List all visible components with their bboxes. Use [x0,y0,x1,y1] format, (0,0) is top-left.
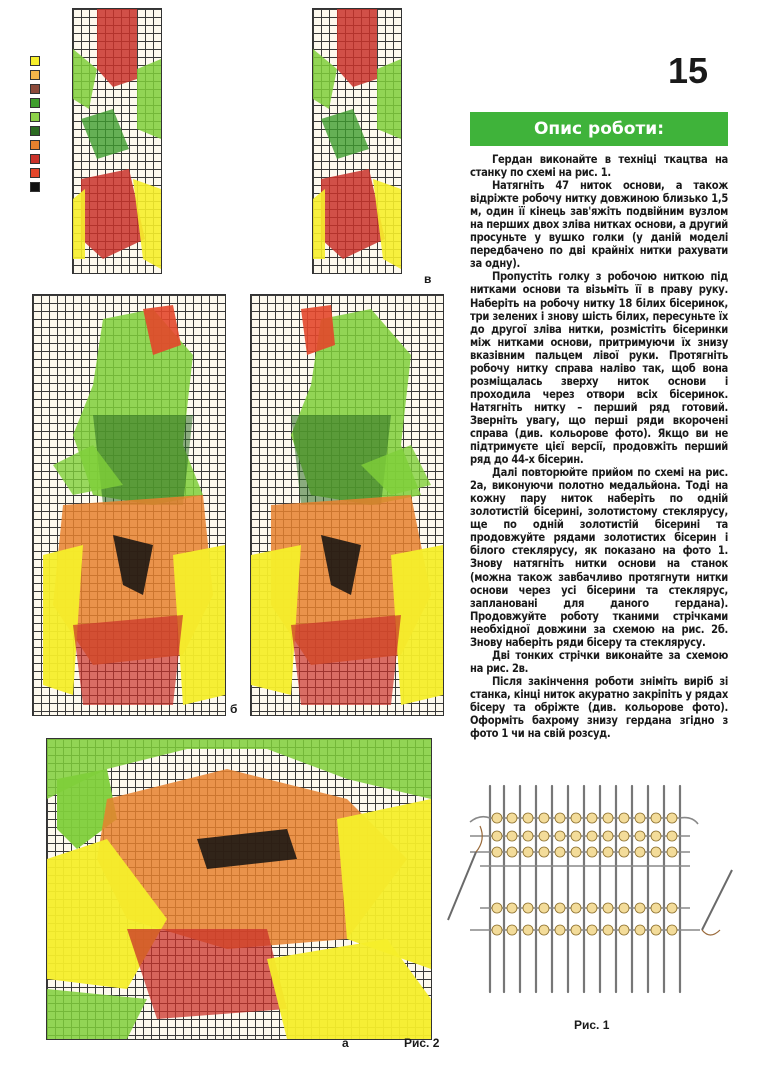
pattern-b-right [250,294,444,716]
label-v: в [424,272,432,286]
pattern-strip-right [312,8,402,274]
description-heading: Опис роботи: [470,112,728,146]
description-text [470,153,728,740]
dark-dot-icon [30,126,40,136]
paragraph-2: Натягніть 47 ниток основи, а також відріжте робочу нитку довжиною близько 1,5 м, один її кінець зав'яжіть подвійним вузлом на перших двох зліва нитках основи, а другий просуньте у вушко голки (у даній моделі передбачено по дві крайніх нитки рахувати за одну). [470,179,728,271]
figure-2-caption: Рис. 2 [404,1036,440,1050]
pattern-b-left [32,294,226,716]
orange-dot-icon [30,70,40,80]
orange-circle-icon [30,140,40,150]
paragraph-5: Дві тонких стрічки виконайте за схемою на рис. 2в. [470,648,728,675]
red-slash-icon [30,168,40,178]
label-b: б [230,702,238,716]
brown-cross-icon [30,84,40,94]
pattern-strip-left [72,8,162,274]
paragraph-1: Гердан виконайте в техніці ткацтва на станку по схемі на рис. 1. [470,153,728,180]
paragraph-4: Далі повторюйте прийом по схемі на рис. 2а, виконуючи полотно медальйона. Тоді на кожну пару ниток наберіть по одній золотистій бісерині, золотистому стеклярусу, ще по одній золотистій бісерині та продовжуйте рядами золотистих бісерин і білого стеклярусу, як показано на фото 1. Знову натягніть нитки основи на станок (можна також завбачливо протягнути нитки основи через усі бісерини та стеклярус, заплановані для даного гердана). Продовжуйте роботу тканими стрічками необхідної довжини за схемою на рис. 2б. Знову наберіть ряди бісеру та стеклярусу. [470,466,728,649]
black-square-icon [30,182,40,192]
page-number: 15 [668,50,709,91]
loom-illustration [440,780,740,1010]
red-dot-icon [30,154,40,164]
bead-legend [0,0,50,200]
pattern-a-medallion [46,738,432,1040]
loom-diagram [440,780,740,1010]
green-plus-icon [30,98,40,108]
yellow-bead-icon [30,56,40,66]
paragraph-3: Пропустіть голку з робочою ниткою під нитками основи та візьміть її в праву руку. Наберіть на робочу нитку 18 білих бісеринок, три зелених і знову шість білих, пересуньте їх до другої зліва нитки, розмістіть бісеринки між нитками основи, притримуючи їх знизу вказівним пальцем лівої руки. Протягніть робочу нитку справа наліво так, щоб вона розміщалась зверху ниток основи і проходила через отвори всіх бісеринок. Натягніть нитку – перший ряд готовий. Зверніть увагу, що перші ряди вкорочені справа (див. кольорове фото). Якщо ви не підтримуєте цієї версії, продовжіть перший ряд до 44-х бісерин. [470,270,728,467]
light-green-icon [30,112,40,122]
label-a: а [342,1036,349,1050]
figure-1-caption: Рис. 1 [574,1018,610,1032]
paragraph-6: Після закінчення роботи зніміть виріб зі станка, кінці ниток акуратно закріпіть у рядах бісеру та обріжте (див. кольорове фото). Оформіть бахрому знизу гердана згідно з фото 1 чи на свій розсуд. [470,674,728,741]
